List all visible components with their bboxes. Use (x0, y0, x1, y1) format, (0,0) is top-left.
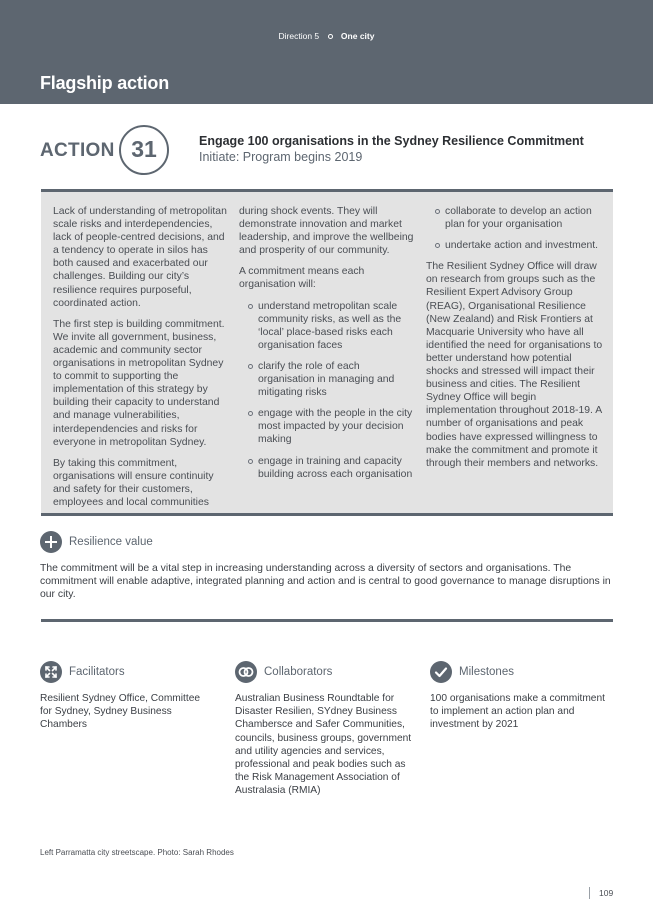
action-label: ACTION (40, 140, 115, 161)
facilitators-title: Facilitators (69, 666, 125, 678)
breadcrumb-separator-icon (328, 34, 333, 39)
page-title: Flagship action (40, 73, 170, 93)
linked-rings-icon (235, 661, 257, 683)
photo-caption: Left Parramatta city streetscape. Photo: Sarah Rhodes (40, 848, 234, 857)
action-number-badge: 31 (119, 125, 169, 175)
paragraph: A commitment means each organisation will: (239, 266, 365, 291)
page-number-divider (589, 887, 590, 899)
action-description-panel (41, 189, 613, 516)
paragraph: By taking this commitment, organisations will ensure continuity and safety for their customers, employees and local communities (53, 457, 214, 508)
milestones-title: Milestones (459, 666, 514, 678)
list-item: engage in training and capacity building across each organisation (239, 455, 415, 481)
list-item: understand metropolitan scale community risks, as well as the ‘local’ place-based risks each organisation faces (239, 300, 415, 352)
expand-arrows-icon (40, 661, 62, 683)
page-number: 109 (599, 888, 614, 898)
commitment-list-continued (426, 205, 604, 252)
collaborators-text: Australian Business Roundtable for Disaster Resilien, SYdney Business Chambersce and Safer Communities, councils, business groups, government and utility agencies and services, professional and peak bodies such as the Risk Management Association of Australasia (RMIA) (235, 693, 412, 797)
breadcrumb-direction: Direction 5 (278, 31, 320, 41)
resilience-value-text: The commitment will be a vital step in increasing understanding across a diversity of sectors and organisations. The commitment will enable adaptive, integrated planning and action and is central to good governance to manage disruptions in our city. (40, 563, 611, 601)
checkmark-icon (430, 661, 452, 683)
list-item: collaborate to develop an action plan for your organisation (426, 205, 604, 231)
commitment-list (239, 300, 415, 481)
collaborators-title: Collaborators (264, 666, 333, 678)
section-divider (41, 619, 613, 622)
description-column-3 (426, 205, 604, 478)
list-item: clarify the role of each organisation in managing and mitigating risks (239, 360, 415, 399)
resilience-value-title: Resilience value (69, 536, 153, 548)
description-column-2 (239, 205, 415, 489)
milestones-text: 100 organisations make a commitment to implement an action plan and investment by 2021 (430, 693, 605, 731)
list-item: undertake action and investment. (426, 239, 604, 252)
paragraph: The first step is building commitment. We invite all government, business, academic and community sector organisations in metropolitan Sydney to commit to supporting the implementation of this strategy by building their capacity to understand and manage vulnerabilities, interdependencies and risks for everyone in metropolitan Sydney. (53, 318, 225, 448)
facilitators-text: Resilient Sydney Office, Committee for Sydney, Sydney Business Chambers (40, 693, 201, 731)
paragraph: The Resilient Sydney Office will draw on research from groups such as the Resilient Expert Advisory Group (REAG), Organisational Resilience (New Zealand) and Risk Frontiers at Macquarie University who have all identified the need for organisations to better understand how potential shocks and stressed will impact their business and cities. The Resilient Sydney Office will begin implementation throughout 2018-19. A number of organisations and peak bodies have expressed willingness to make the commitment and promote it through their members and networks. (426, 261, 603, 469)
breadcrumb (0, 31, 653, 41)
plus-circle-icon (40, 531, 62, 553)
action-title: Engage 100 organisations in the Sydney Resilience Commitment (199, 134, 584, 148)
page-header (0, 0, 653, 104)
description-column-1 (53, 205, 229, 517)
list-item: engage with the people in the city most impacted by your decision making (239, 407, 415, 446)
action-subtitle: Initiate: Program begins 2019 (199, 150, 363, 164)
paragraph: Lack of understanding of metropolitan scale risks and interdependencies, lack of people-centred decisions, and a tendency to operate in silos has both caused and exacerbated our challenges. Building our city’s resilience requires purposeful, coordinated action. (53, 206, 227, 309)
paragraph: during shock events. They will demonstrate innovation and market leadership, and improve the wellbeing and prosperity of our community. (239, 206, 414, 257)
breadcrumb-section: One city (340, 31, 375, 41)
